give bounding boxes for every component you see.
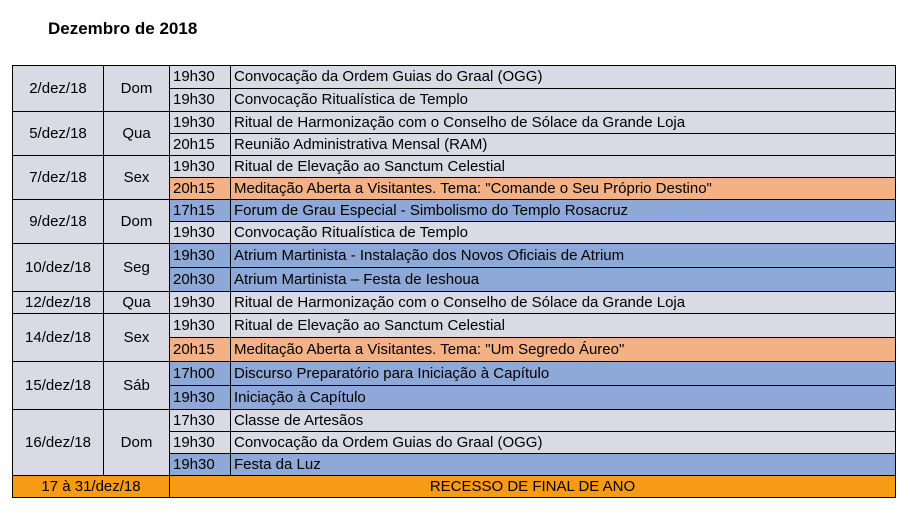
page-title: Dezembro de 2018 (48, 19, 198, 38)
event-cell: Forum de Grau Especial - Simbolismo do Templo Rosacruz (231, 200, 896, 222)
time-cell: 19h30 (170, 292, 231, 314)
event-cell: Meditação Aberta a Visitantes. Tema: "Comande o Seu Próprio Destino" (231, 178, 896, 200)
event-cell: Atrium Martinista – Festa de Ieshoua (231, 268, 896, 292)
event-cell: Convocação da Ordem Guias do Graal (OGG) (231, 432, 896, 454)
date-cell: 5/dez/18 (13, 112, 104, 156)
date-cell: 14/dez/18 (13, 314, 104, 362)
schedule-table (12, 65, 896, 498)
recess-label-cell: RECESSO DE FINAL DE ANO (170, 476, 896, 498)
time-cell: 17h15 (170, 200, 231, 222)
table-row (13, 156, 896, 178)
event-cell: Convocação Ritualística de Templo (231, 89, 896, 112)
date-cell: 15/dez/18 (13, 362, 104, 410)
table-row (13, 362, 896, 386)
weekday-cell: Sáb (104, 362, 170, 410)
event-cell: Ritual de Elevação ao Sanctum Celestial (231, 156, 896, 178)
event-cell: Convocação Ritualística de Templo (231, 222, 896, 244)
time-cell: 20h30 (170, 268, 231, 292)
table-row (13, 66, 896, 89)
weekday-cell: Sex (104, 314, 170, 362)
table-row (13, 292, 896, 314)
date-cell: 16/dez/18 (13, 410, 104, 476)
recess-row (13, 476, 896, 498)
time-cell: 20h15 (170, 338, 231, 362)
event-cell: Reunião Administrativa Mensal (RAM) (231, 134, 896, 156)
table-row (13, 244, 896, 268)
time-cell: 19h30 (170, 89, 231, 112)
date-cell: 10/dez/18 (13, 244, 104, 292)
table-row (13, 112, 896, 134)
event-cell: Festa da Luz (231, 454, 896, 476)
time-cell: 19h30 (170, 112, 231, 134)
table-row (13, 314, 896, 338)
time-cell: 20h15 (170, 134, 231, 156)
date-cell: 9/dez/18 (13, 200, 104, 244)
time-cell: 19h30 (170, 314, 231, 338)
time-cell: 19h30 (170, 244, 231, 268)
table-row (13, 410, 896, 432)
time-cell: 17h30 (170, 410, 231, 432)
date-cell: 2/dez/18 (13, 66, 104, 112)
recess-date-cell: 17 à 31/dez/18 (13, 476, 170, 498)
time-cell: 19h30 (170, 156, 231, 178)
event-cell: Ritual de Elevação ao Sanctum Celestial (231, 314, 896, 338)
time-cell: 17h00 (170, 362, 231, 386)
event-cell: Atrium Martinista - Instalação dos Novos Oficiais de Atrium (231, 244, 896, 268)
time-cell: 19h30 (170, 66, 231, 89)
event-cell: Meditação Aberta a Visitantes. Tema: "Um Segredo Áureo" (231, 338, 896, 362)
weekday-cell: Qua (104, 292, 170, 314)
weekday-cell: Dom (104, 66, 170, 112)
event-cell: Ritual de Harmonização com o Conselho de Sólace da Grande Loja (231, 112, 896, 134)
weekday-cell: Dom (104, 200, 170, 244)
weekday-cell: Qua (104, 112, 170, 156)
weekday-cell: Dom (104, 410, 170, 476)
event-cell: Classe de Artesãos (231, 410, 896, 432)
event-cell: Ritual de Harmonização com o Conselho de Sólace da Grande Loja (231, 292, 896, 314)
schedule-body (13, 66, 896, 498)
time-cell: 19h30 (170, 222, 231, 244)
weekday-cell: Sex (104, 156, 170, 200)
time-cell: 19h30 (170, 432, 231, 454)
event-cell: Convocação da Ordem Guias do Graal (OGG) (231, 66, 896, 89)
time-cell: 19h30 (170, 386, 231, 410)
date-cell: 12/dez/18 (13, 292, 104, 314)
time-cell: 19h30 (170, 454, 231, 476)
event-cell: Discurso Preparatório para Iniciação à Capítulo (231, 362, 896, 386)
event-cell: Iniciação à Capítulo (231, 386, 896, 410)
time-cell: 20h15 (170, 178, 231, 200)
weekday-cell: Seg (104, 244, 170, 292)
table-row (13, 200, 896, 222)
date-cell: 7/dez/18 (13, 156, 104, 200)
